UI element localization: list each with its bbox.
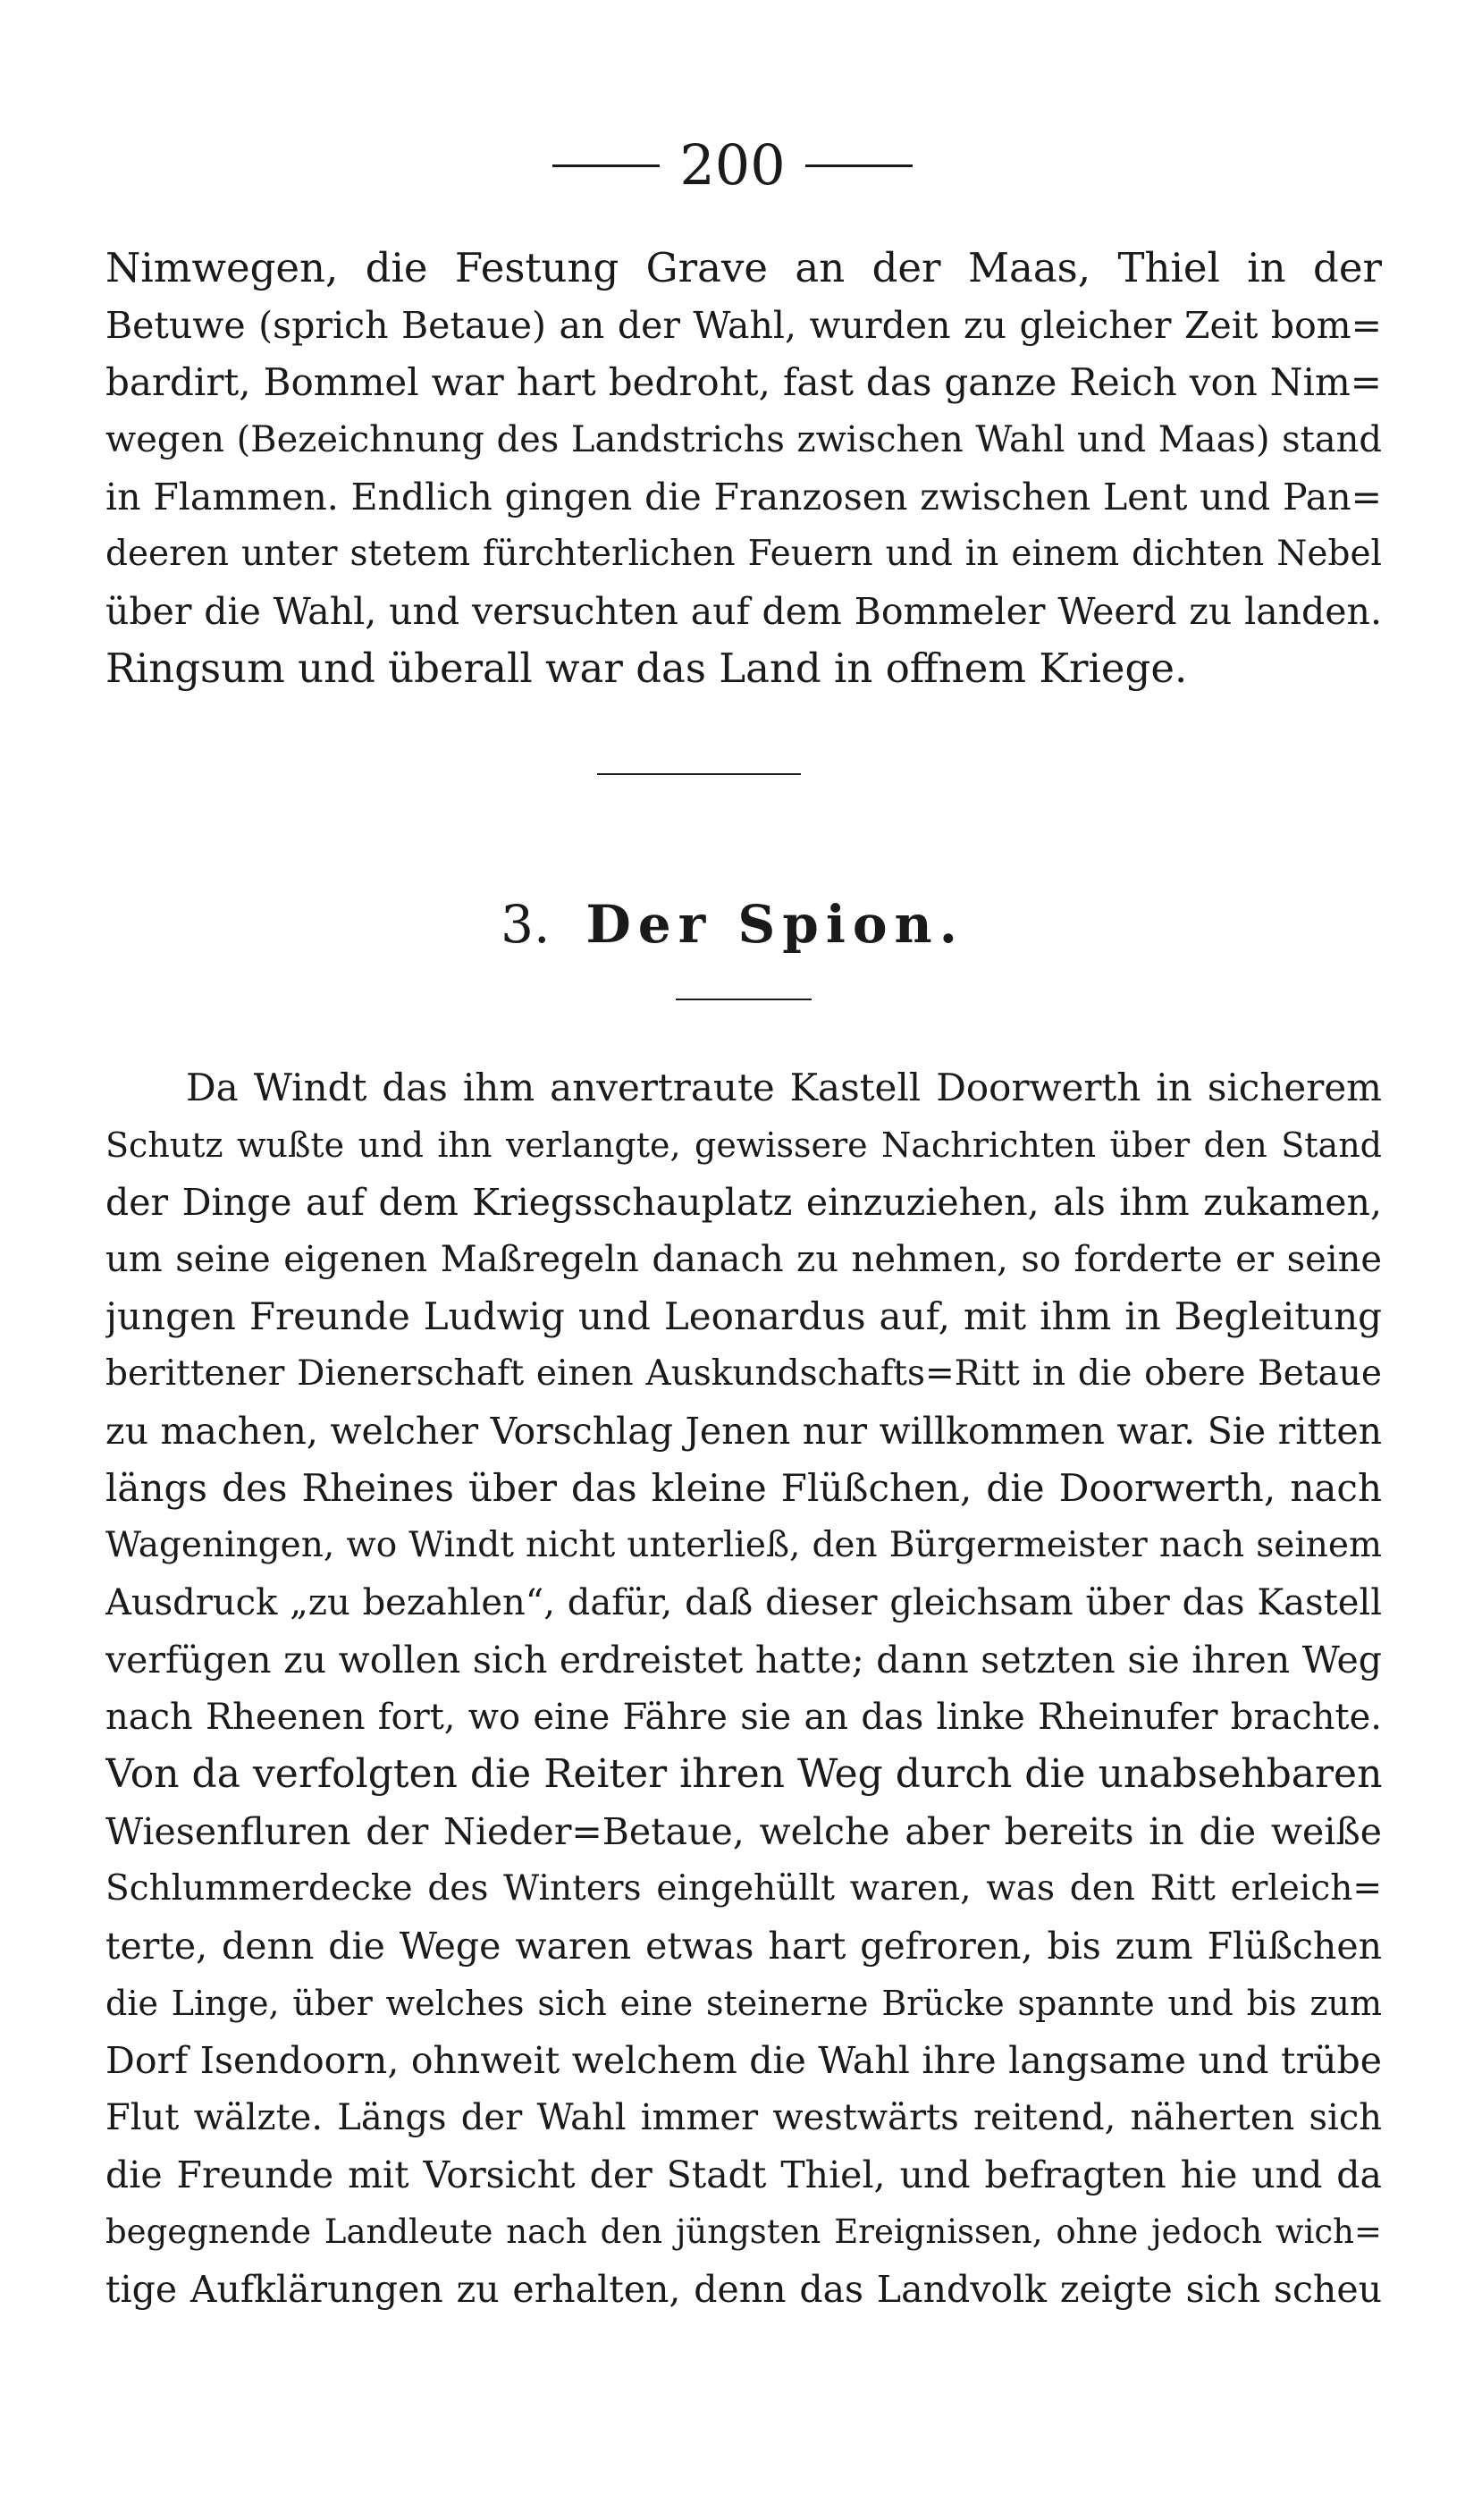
main-paragraph (105, 1059, 1382, 2318)
text-line: Ausdruck „zu bezahlen“, dafür, daß dieser gleichsam über das Kastell (105, 1582, 1382, 1623)
text-line: Nimwegen, die Festung Grave an der Maas, Thiel in der (105, 244, 1382, 291)
page-number: 200 (679, 132, 786, 198)
text-line: der Dinge auf dem Kriegsschauplatz einzuziehen, als ihm zukamen, (105, 1181, 1382, 1224)
text-line: wegen (Bezeichnung des Landstrichs zwischen Wahl und Maas) stand (105, 419, 1382, 460)
title-underline (676, 999, 812, 1000)
text-line: bardirt, Bommel war hart bedroht, fast das ganze Reich von Nim= (105, 360, 1382, 404)
text-line: Schlummerdecke des Winters eingehüllt waren, was den Ritt erleich= (105, 1868, 1382, 1909)
text-line: längs des Rheines über das kleine Flüßchen, die Doorwerth, nach (105, 1466, 1382, 1510)
text-line: verfügen zu wollen sich erdreistet hatte; dann setzten sie ihren Weg (105, 1639, 1382, 1681)
section-separator (597, 773, 801, 775)
chapter-heading (0, 889, 1465, 960)
header-rule-left (552, 164, 660, 167)
text-line: über die Wahl, und versuchten auf dem Bommeler Weerd zu landen. (105, 590, 1382, 633)
text-line: nach Rheenen fort, wo eine Fähre sie an das linke Rheinufer brachte. (105, 1697, 1382, 1738)
text-line: die Freunde mit Vorsicht der Stadt Thiel, und befragten hie und da (105, 2153, 1382, 2196)
text-line: um seine eigenen Maßregeln danach zu nehmen, so forderte er seine (105, 1239, 1382, 1280)
text-line: die Linge, über welches sich eine steinerne Brücke spannte und bis zum (105, 1984, 1382, 2023)
text-line: jungen Freunde Ludwig und Leonardus auf, mit ihm in Begleitung (105, 1294, 1382, 1338)
text-line: Wiesenfluren der Nieder=Betaue, welche aber bereits in die weiße (105, 1810, 1382, 1853)
text-line: zu machen, welcher Vorschlag Jenen nur willkommen war. Sie ritten (105, 1410, 1382, 1453)
text-line: Wageningen, wo Windt nicht unterließ, den Bürgermeister nach seinem (105, 1525, 1382, 1565)
header-rule-right (805, 164, 913, 167)
text-line: Betuwe (sprich Betaue) an der Wahl, wurden zu gleicher Zeit bom= (105, 304, 1382, 347)
text-line: berittener Dienerschaft einen Auskundschafts=Ritt in die obere Betaue (105, 1353, 1382, 1394)
text-line: Von da verfolgten die Reiter ihren Weg durch die unabsehbaren (105, 1751, 1382, 1797)
top-paragraph (105, 240, 1382, 697)
text-line: Schutz wußte und ihn verlangte, gewissere Nachrichten über den Stand (105, 1125, 1382, 1165)
text-line: begegnende Landleute nach den jüngsten Ereignissen, ohne jedoch wich= (105, 2212, 1382, 2251)
text-line: Da Windt das ihm anvertraute Kastell Doorwerth in sicherem (186, 1066, 1382, 1109)
text-line: tige Aufklärungen zu erhalten, denn das Landvolk zeigte sich scheu (105, 2268, 1382, 2311)
text-line: deeren unter stetem fürchterlichen Feuern und in einem dichten Nebel (105, 534, 1382, 574)
chapter-title: Der Spion. (585, 894, 964, 955)
text-line: terte, denn die Wege waren etwas hart gefroren, bis zum Flüßchen (105, 1925, 1382, 1968)
chapter-number: 3. (501, 894, 551, 955)
text-line: Ringsum und überall war das Land in offnem Kriege. (105, 645, 1188, 692)
page-header (0, 134, 1465, 197)
text-line: in Flammen. Endlich gingen die Franzosen zwischen Lent und Pan= (105, 476, 1382, 518)
text-line: Flut wälzte. Längs der Wahl immer westwärts reitend, näherten sich (105, 2097, 1382, 2138)
text-line: Dorf Isendoorn, ohnweit welchem die Wahl ihre langsame und trübe (105, 2039, 1382, 2082)
